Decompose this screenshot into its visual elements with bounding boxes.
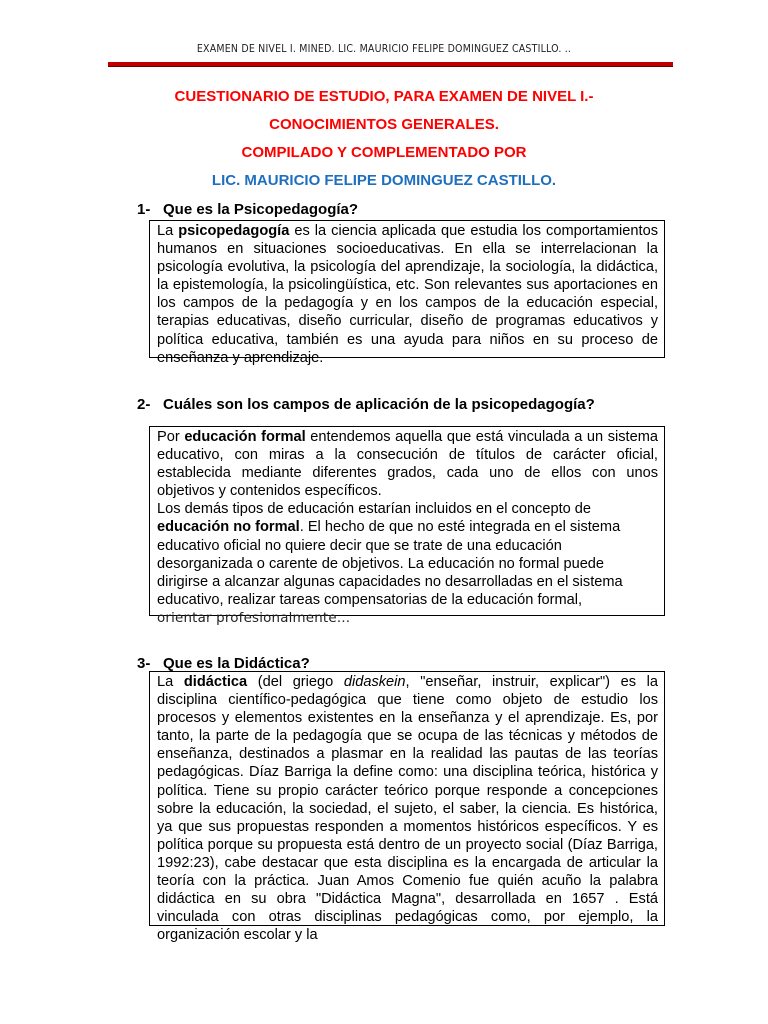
answer-text: La xyxy=(157,674,184,690)
answer-text: , "enseñar, instruir, explicar") es la disciplina científico-pedagógica que tiene como objeto de estudio los procesos y elementos existentes en la enseñanza y el aprendizaje. Es, por tanto, la parte de la pedagogía que se ocupa de las técnicas y métodos de enseñanza, destinados a plasmar en la realidad las pautas de las teorías pedagógicas. Díaz Barriga la define como: una disciplina teórica, histórica y política. Tiene su propio carácter teórico porque responde a concepciones sobre la educación, la sociedad, el sujeto, el saber, la ciencia. Es histórica, ya que sus propuestas responden a momentos históricos específicos. Y es política porque su propuesta está dentro de un proyecto social (Díaz Barriga, 1992:23), cabe destacar que esta disciplina es la encargada de articular la teoría con la práctica. Juan Amos Comenio fue quién acuño la palabra didáctica en su obra "Didáctica Magna", desarrollada en 1657 . Está vinculada con otras disciplinas pedagógicas como, por ejemplo, la organización escolar y la xyxy=(157,674,658,944)
answer-paragraph xyxy=(157,500,658,628)
answer-text: . El hecho de que no esté integrada en el sistema educativo oficial no quiere decir que se trate de una educación desorganizada o carente de objetivos. La educación no formal puede dirigirse a alcanzar algunas capacidades no desarrolladas en el sistema educativo, realizar tareas compensatorias de la educación formal, xyxy=(157,519,623,608)
question-number: 3- xyxy=(137,655,151,672)
answer-bold-term: educación no formal xyxy=(157,519,300,536)
answer-paragraph xyxy=(157,673,658,944)
answer-trailing-text: orientar profesionalmente… xyxy=(157,610,351,626)
answer-text: entendemos aquella que está vinculada a un sistema educativo, con miras a la consecución de títulos de carácter oficial, establecida mediante diferentes grados, cada uno de ellos con unos objetivos y contenidos específicos. xyxy=(157,429,658,500)
answer-paragraph xyxy=(157,428,658,500)
question-1 xyxy=(137,201,358,218)
running-header: EXAMEN DE NIVEL I. MINED. LIC. MAURICIO FELIPE DOMINGUEZ CASTILLO. .. xyxy=(196,43,572,55)
question-text: Que es la Didáctica? xyxy=(163,655,310,672)
answer-text: es la ciencia aplicada que estudia los comportamientos humanos en situaciones socioeducativas. En ella se interrelacionan la psicología evolutiva, la psicología del aprendizaje, la sociología, la didáctica, la epistemología, la psicolingüística, etc. Son relevantes sus aportaciones en los campos de la pedagogía y en los campos de la educación especial, terapias educativas, diseño curricular, diseño de programas educativos y política educativa, también es una ayuda para niños en su proceso de enseñanza y aprendizaje. xyxy=(157,223,658,366)
question-text: Que es la Psicopedagogía? xyxy=(163,201,359,218)
document-subtitle: CONOCIMIENTOS GENERALES. xyxy=(269,116,499,133)
compiled-by-line: COMPILADO Y COMPLEMENTADO POR xyxy=(241,144,527,161)
document-title: CUESTIONARIO DE ESTUDIO, PARA EXAMEN DE NIVEL I.- xyxy=(174,88,594,105)
header-rule xyxy=(108,62,673,67)
answer-text: Por xyxy=(157,429,185,445)
answer-paragraph xyxy=(157,222,658,367)
answer-italic-term: didaskein xyxy=(343,674,406,690)
author-name: LIC. MAURICIO FELIPE DOMINGUEZ CASTILLO. xyxy=(211,172,557,189)
question-text: Cuáles son los campos de aplicación de la psicopedagogía? xyxy=(163,396,595,413)
answer-text: Los demás tipos de educación estarían incluidos en el concepto de xyxy=(157,501,592,518)
answer-box-3 xyxy=(149,671,665,944)
answer-bold-term: didáctica xyxy=(183,674,248,690)
answer-bold-term: educación formal xyxy=(184,429,306,445)
answer-text: La xyxy=(157,223,179,239)
answer-text: (del griego xyxy=(247,674,344,690)
question-3 xyxy=(137,655,310,672)
answer-box-2 xyxy=(149,426,665,626)
question-number: 1- xyxy=(137,201,151,218)
answer-box-1 xyxy=(149,220,665,366)
question-2 xyxy=(137,396,595,413)
question-number: 2- xyxy=(137,396,151,413)
answer-bold-term: psicopedagogía xyxy=(178,223,290,239)
